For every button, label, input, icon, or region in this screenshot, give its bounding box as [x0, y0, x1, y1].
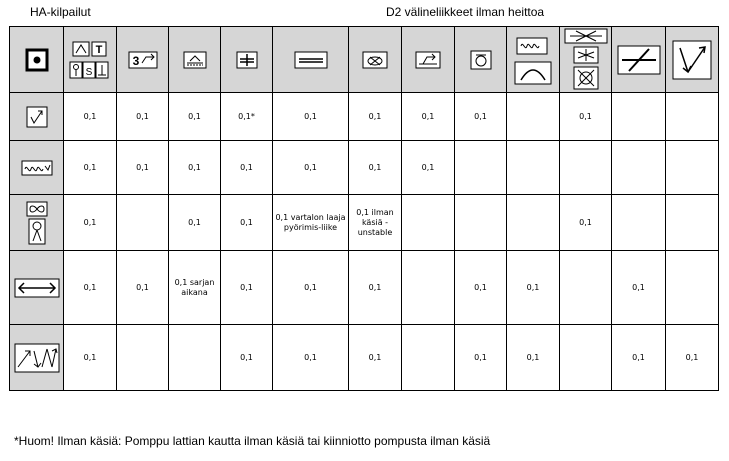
wheel-element-icon — [470, 50, 492, 70]
table-cell: 0,1 — [612, 251, 666, 325]
row-head-2 — [10, 141, 64, 195]
table-cell — [560, 141, 612, 195]
header-left-title: HA-kilpailut — [30, 5, 91, 19]
table-row — [10, 93, 719, 141]
table-cell — [455, 195, 507, 251]
table-cell: 0,1 — [64, 325, 117, 391]
table-cell: 0,1 — [221, 141, 273, 195]
table-cell: 0,1 — [349, 141, 402, 195]
col-head-cross-element — [221, 27, 273, 93]
table-cell — [455, 141, 507, 195]
table-cell: 0,1 — [221, 195, 273, 251]
svg-text:3: 3 — [132, 53, 139, 68]
table-cell — [117, 195, 169, 251]
check-arrow-icon — [26, 106, 48, 128]
table-cell: 0,1 — [169, 141, 221, 195]
difficulty-target-icon — [25, 48, 49, 72]
col-head-wheel-element — [455, 27, 507, 93]
col-head-diagonal-arrows — [666, 27, 719, 93]
table-cell: 0,1 — [117, 251, 169, 325]
table-cell — [666, 93, 719, 141]
table-cell: 0,1 — [273, 325, 349, 391]
table-cell: 0,1* — [221, 93, 273, 141]
col-head-slash-line — [612, 27, 666, 93]
table-row — [10, 195, 719, 251]
table-row — [10, 325, 719, 391]
crossed-elements-stack-icon — [564, 28, 608, 92]
table-cell — [666, 195, 719, 251]
table-cell — [612, 195, 666, 251]
table-cell — [402, 251, 455, 325]
svg-text:T: T — [95, 43, 103, 56]
table-cell: 0,1 — [560, 93, 612, 141]
table-cell — [666, 251, 719, 325]
row-head-1 — [10, 93, 64, 141]
table-cell: 0,1 — [64, 93, 117, 141]
row-head-5 — [10, 325, 64, 391]
table-cell — [560, 325, 612, 391]
table-cell: 0,1 — [507, 251, 560, 325]
table-cell: 0,1 — [612, 325, 666, 391]
col-head-throw-element — [169, 27, 221, 93]
table-cell: 0,1 — [117, 141, 169, 195]
table-cell: 0,1 — [64, 141, 117, 195]
table-cell — [560, 251, 612, 325]
table-cell: 0,1 — [455, 251, 507, 325]
footnote: *Huom! Ilman käsiä: Pomppu lattian kautta ilman käsiä tai kiinniotto pompusta ilman käsiä — [14, 434, 491, 448]
table-cell: 0,1 — [169, 93, 221, 141]
multi-arrow-icon — [14, 343, 60, 373]
svg-text:S: S — [85, 66, 93, 78]
col-head-three-elements — [117, 27, 169, 93]
table-cell: 0,1 — [507, 325, 560, 391]
col-head-rotation-group — [64, 27, 117, 93]
table-cell: 0,1 — [349, 325, 402, 391]
table-cell: 0,1 — [455, 325, 507, 391]
row-head-3 — [10, 195, 64, 251]
table-cell: 0,1 — [349, 251, 402, 325]
table-cell: 0,1 — [560, 195, 612, 251]
table-cell: 0,1 — [64, 195, 117, 251]
diagonal-arrows-icon — [672, 40, 712, 80]
table-cell — [169, 325, 221, 391]
col-head-spiral-arch — [507, 27, 560, 93]
table-cell: 0,1 — [666, 325, 719, 391]
slash-line-icon — [617, 45, 661, 75]
table-cell — [402, 195, 455, 251]
col-head-plane-lines — [273, 27, 349, 93]
table-cell: 0,1 — [221, 251, 273, 325]
table-cell: 0,1 ilman käsiä - unstable — [349, 195, 402, 251]
table-cell: 0,1 — [273, 141, 349, 195]
table-row — [10, 251, 719, 325]
scoring-table — [9, 26, 719, 391]
corner-icon-cell — [10, 27, 64, 93]
row-head-4 — [10, 251, 64, 325]
table-cell: 0,1 — [221, 325, 273, 391]
col-head-crossed-stack — [560, 27, 612, 93]
table-cell — [666, 141, 719, 195]
three-elements-icon — [128, 51, 158, 69]
plane-lines-icon — [294, 51, 328, 69]
table-cell: 0,1 — [455, 93, 507, 141]
header-row — [10, 27, 719, 93]
table-cell — [507, 93, 560, 141]
table-row — [10, 141, 719, 195]
table-cell — [612, 93, 666, 141]
table-cell: 0,1 — [64, 251, 117, 325]
header-right-title: D2 välineliikkeet ilman heittoa — [386, 5, 545, 19]
arrow-box-icon — [415, 51, 441, 69]
table-cell — [507, 195, 560, 251]
col-head-circle-element — [349, 27, 402, 93]
circle-element-icon — [362, 51, 388, 69]
table-cell: 0,1 — [117, 93, 169, 141]
spiral-and-arch-icon — [513, 34, 553, 86]
table-cell — [402, 325, 455, 391]
table-cell: 0,1 sarjan aikana — [169, 251, 221, 325]
cross-element-icon — [236, 51, 258, 69]
col-head-arrow-box — [402, 27, 455, 93]
table-cell: 0,1 — [402, 141, 455, 195]
table-cell: 0,1 — [273, 93, 349, 141]
table-cell — [507, 141, 560, 195]
rotation-and-balance-group-icon — [68, 38, 112, 82]
spring-coil-icon — [21, 160, 53, 176]
infinity-and-figure-icon — [25, 201, 49, 245]
double-arrow-icon — [14, 278, 60, 298]
table-cell: 0,1 — [169, 195, 221, 251]
table-cell: 0,1 — [349, 93, 402, 141]
throw-element-icon — [183, 51, 207, 69]
table-cell: 0,1 vartalon laaja pyörimis-liike — [273, 195, 349, 251]
table-cell: 0,1 — [273, 251, 349, 325]
table-cell — [117, 325, 169, 391]
table-cell — [612, 141, 666, 195]
table-cell: 0,1 — [402, 93, 455, 141]
